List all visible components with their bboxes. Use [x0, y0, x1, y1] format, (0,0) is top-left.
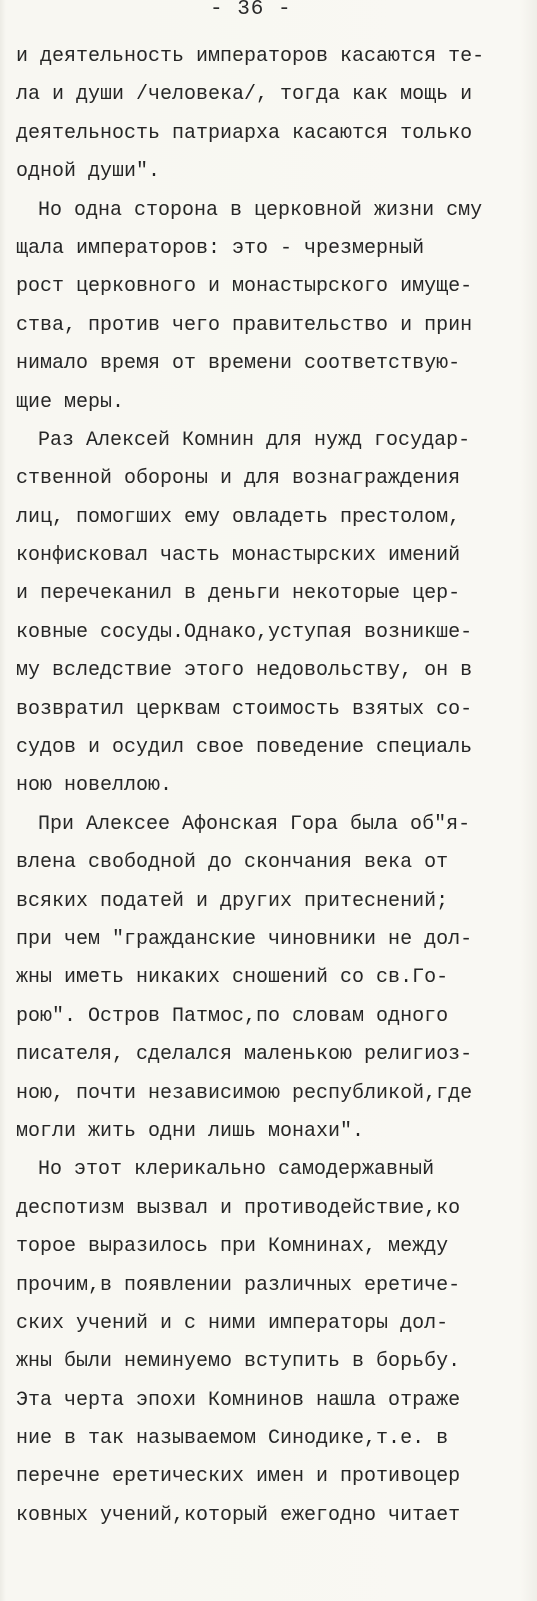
text-line: при чем "гражданские чиновники не дол-: [16, 927, 473, 951]
text-line: и деятельность императоров касаются те-: [16, 45, 485, 68]
text-line: деспотизм вызвал и противодействие,ко: [16, 1196, 461, 1220]
text-line: могли жить одни лишь монахи".: [16, 1119, 365, 1143]
text-line: щала императоров: это - чрезмерный: [16, 236, 425, 260]
text-line: ние в так называемом Синодике,т.е. в: [16, 1427, 449, 1451]
text-line: рою". Остров Патмос,по словам одного: [16, 1004, 449, 1028]
text-line: Но одна сторона в церковной жизни сму: [38, 198, 483, 222]
text-line: перечне еретических имен и противоцер: [16, 1465, 461, 1489]
text-line: Раз Алексей Комнин для нужд государ-: [38, 428, 471, 452]
text-line: Но этот клерикально самодержавный: [38, 1158, 435, 1182]
text-line: жны иметь никаких сношений со св.Го-: [16, 966, 449, 990]
text-line: и перечеканил в деньги некоторые цер-: [16, 582, 461, 606]
text-line: одной души".: [16, 160, 161, 184]
text-line: ною, почти независимою республикой,где: [16, 1081, 473, 1105]
text-line: рост церковного и монастырского имуще-: [16, 275, 473, 299]
text-line: судов и осудил свое поведение специаль: [16, 736, 473, 760]
text-line: писателя, сделался маленькою религиоз-: [16, 1043, 473, 1067]
text-line: ства, против чего правительство и прин: [16, 313, 473, 337]
page-number: - 36 -: [210, 0, 292, 21]
text-line: При Алексее Афонская Гора была об"я-: [38, 812, 471, 836]
text-line: ковные сосуды.Однако,уступая возникше-: [16, 620, 473, 644]
text-line: влена свободной до скончания века от: [16, 851, 449, 875]
text-line: щие меры.: [16, 390, 125, 414]
text-line: Эта черта эпохи Комнинов нашла отраже: [16, 1388, 461, 1412]
text-line: ною новеллою.: [16, 774, 173, 798]
text-line: ковных учений,который ежегодно читает: [16, 1503, 461, 1527]
text-line: прочим,в появлении различных еретиче-: [16, 1273, 461, 1297]
text-line: лиц, помогших ему овладеть престолом,: [16, 505, 461, 529]
text-line: деятельность патриарха касаются только: [16, 121, 473, 145]
text-line: ственной обороны и для вознаграждения: [16, 467, 461, 491]
text-line: ла и души /человека/, тогда как мощь и: [16, 83, 473, 107]
body-text: [16, 38, 534, 1535]
text-line: му вследствие этого недовольству, он в: [16, 659, 473, 683]
text-line: всяких податей и других притеснений;: [16, 889, 449, 913]
text-line: торое выразилось при Комнинах, между: [16, 1235, 449, 1259]
text-line: конфисковал часть монастырских имений: [16, 544, 461, 568]
text-line: жны были неминуемо вступить в борьбу.: [16, 1350, 461, 1374]
text-line: ских учений и с ними императоры дол-: [16, 1311, 449, 1335]
text-line: нимало время от времени соответствую-: [16, 352, 461, 376]
text-line: возвратил церквам стоимость взятых со-: [16, 697, 473, 721]
